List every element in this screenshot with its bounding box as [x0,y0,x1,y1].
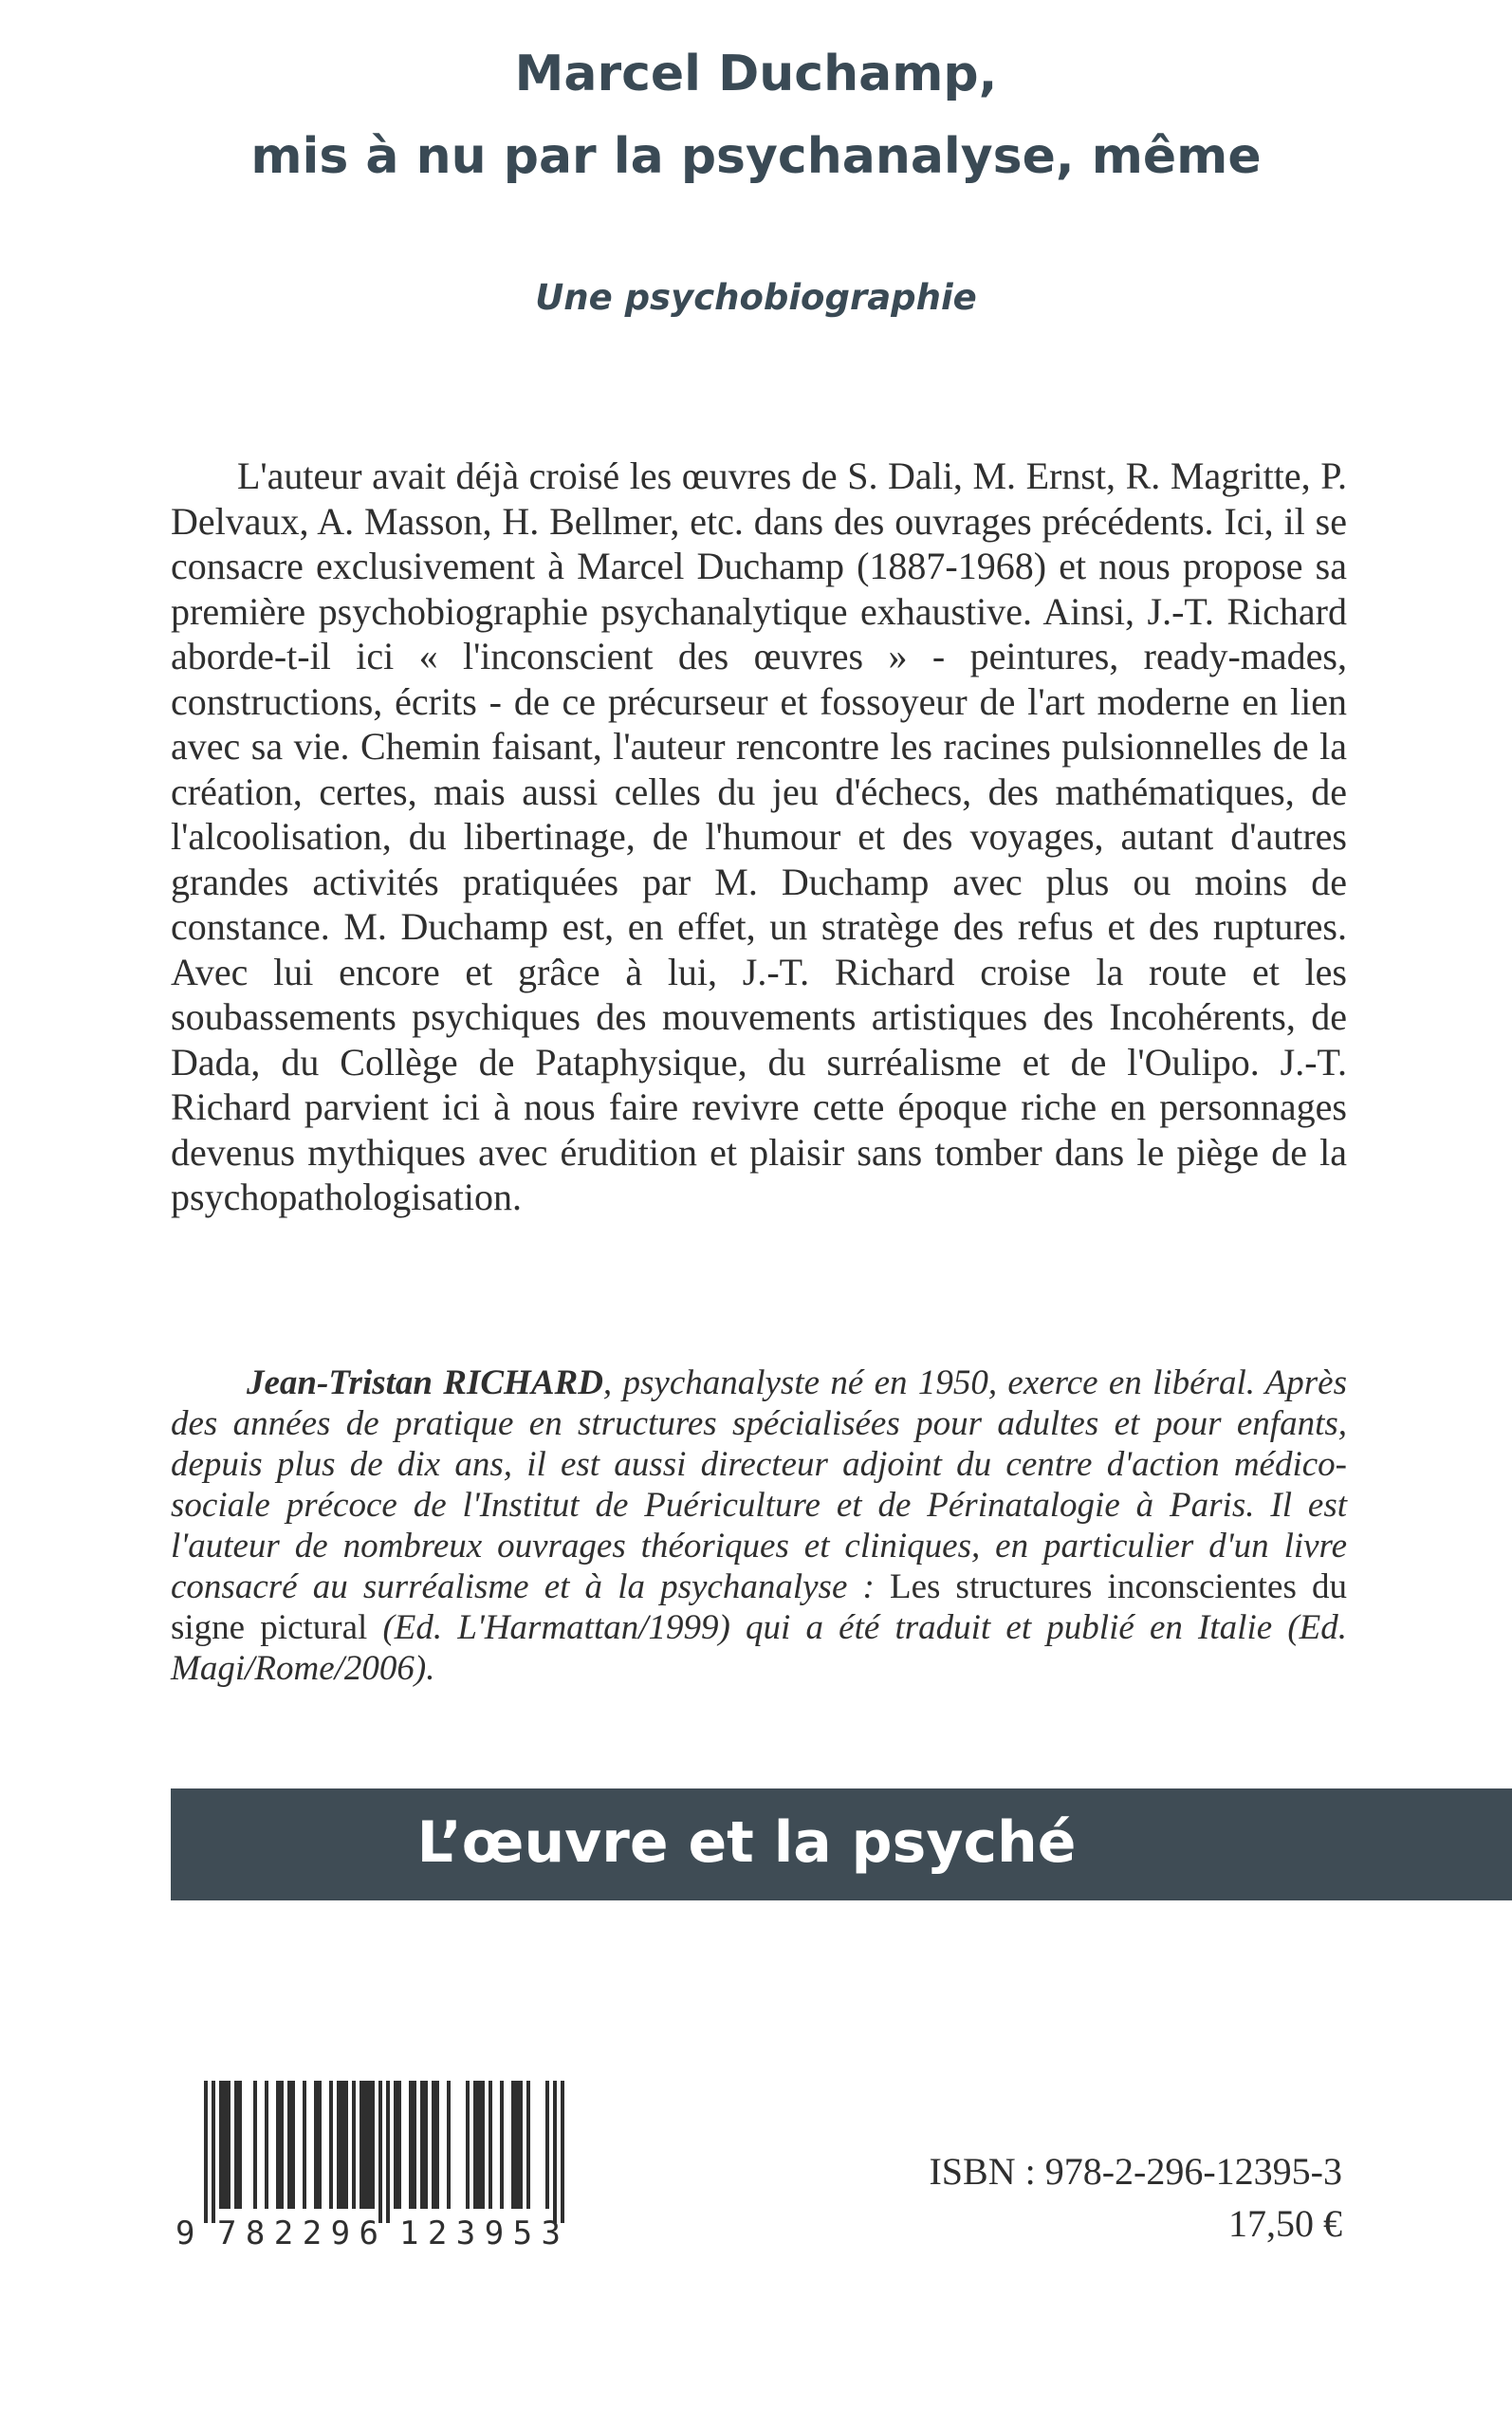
barcode-bar [519,2081,523,2209]
barcode-bar [545,2081,549,2209]
barcode-bar [473,2081,477,2209]
barcode-bar [276,2081,280,2209]
barcode-bars [204,2081,564,2223]
barcode-bar [394,2081,397,2209]
barcode-bar [526,2081,530,2209]
barcode-bar [367,2081,371,2209]
author-bio-text-2: (Ed. L'Harmattan/1999) qui a été traduit et publié en Italie (Ed. Magi/Rome/2006). [171,1608,1347,1688]
barcode-bar [378,2081,382,2223]
collection-name: L’œuvre et la psyché [416,1809,1077,1876]
barcode-bar [344,2081,348,2209]
barcode-digits-left: 782296 [217,2214,378,2250]
barcode-bar [337,2081,341,2209]
barcode-bar [360,2081,363,2209]
barcode [175,2081,602,2250]
author-bio [171,1362,1347,1689]
author-bio-text-1: , psychanalyste né en 1950, exerce en libéral. Après des années de pratique en structures spécialisées pour adultes et pour enfants, depuis plus de dix ans, il est aussi directeur adjoint du centre d'action médico-sociale précoce de l'Institut de Puériculture et de Périnatalogie à Paris. Il est l'auteur de nombreux ouvrages théoriques et cliniques, en particulier d'un livre consacré au surréalisme et à la psychanalyse : [171,1363,1347,1606]
author-name: Jean-Tristan RICHARD [247,1363,603,1402]
barcode-bar [371,2081,375,2209]
price: 17,50 € [1228,2202,1342,2245]
barcode-bar [500,2081,504,2209]
barcode-bar [227,2081,230,2209]
barcode-bar [314,2081,318,2209]
book-blurb: L'auteur avait déjà croisé les œuvres de S. Dali, M. Ernst, R. Magritte, P. Delvaux, A. Masson, H. Bellmer, etc. dans des ouvrages précédents. Ici, il se consacre exclusivement à Marcel Duchamp (1887-1968) et nous propose sa première psychobiographie psychanalytique exhaustive. Ainsi, J.-T. Richard aborde-t-il ici « l'inconscient des œuvres » - peintures, ready-mades, constructions, écrits - de ce précurseur et fossoyeur de l'art moderne en lien avec sa vie. Chemin faisant, l'auteur rencontre les racines pulsionnelles de la création, certes, mais aussi celles du jeu d'échecs, des mathématiques, de l'alcoolisation, du libertinage, de l'humour et des voyages, autant d'autres grandes activités pratiquées par M. Duchamp avec plus ou moins de constance. M. Duchamp est, en effet, un stratège des refus et des ruptures. Avec lui encore et grâce à lui, J.-T. Richard croise la route et les soubassements psychiques des mouvements artistiques des Incohérents, de Dada, du Collège de Pataphysique, du surréalisme et de l'Oulipo. J.-T. Richard parvient ici à nous faire revivre cette époque riche en personnages devenus mythiques avec érudition et plaisir sans tomber dans le piège de la psychopathologisation. [171,454,1347,1218]
barcode-bar [466,2081,470,2209]
barcode-bar [287,2081,291,2209]
isbn: ISBN : 978-2-296-12395-3 [929,2150,1342,2193]
barcode-bar [481,2081,485,2209]
barcode-bar [212,2081,215,2223]
barcode-bar [515,2081,519,2209]
barcode-bar [219,2081,223,2209]
barcode-bar [432,2081,435,2209]
barcode-bar [424,2081,428,2209]
barcode-bar [204,2081,208,2223]
book-title-line-2: mis à nu par la psychanalyse, même [250,128,1262,185]
barcode-bar [223,2081,227,2209]
barcode-bar [291,2081,295,2209]
barcode-bar [352,2081,356,2209]
barcode-bar [561,2081,564,2223]
barcode-digit-first: 9 [175,2214,195,2250]
author-book-title: Les structures inconscientes du signe pictural [171,1567,1347,1647]
barcode-bar [397,2081,401,2209]
barcode-bar [386,2081,390,2223]
barcode-bar [265,2081,268,2209]
barcode-bar [489,2081,492,2209]
barcode-bar [477,2081,481,2209]
barcode-bar [318,2081,322,2209]
barcode-bar [409,2081,413,2209]
barcode-bar [435,2081,439,2209]
barcode-bar [511,2081,515,2209]
barcode-bar [420,2081,424,2209]
barcode-bar [280,2081,284,2209]
barcode-bar [363,2081,367,2209]
barcode-digits-right: 123953 [399,2214,561,2250]
barcode-bar [238,2081,242,2209]
barcode-bar [447,2081,451,2209]
book-subtitle: Une psychobiographie [535,277,977,318]
book-title-line-1: Marcel Duchamp, [514,46,998,102]
barcode-bar [329,2081,333,2209]
barcode-bar [553,2081,557,2223]
barcode-bar [234,2081,238,2209]
barcode-bar [413,2081,416,2209]
collection-band [171,1788,1512,1900]
barcode-bar [303,2081,306,2209]
barcode-bar [341,2081,344,2209]
barcode-bar [253,2081,257,2209]
